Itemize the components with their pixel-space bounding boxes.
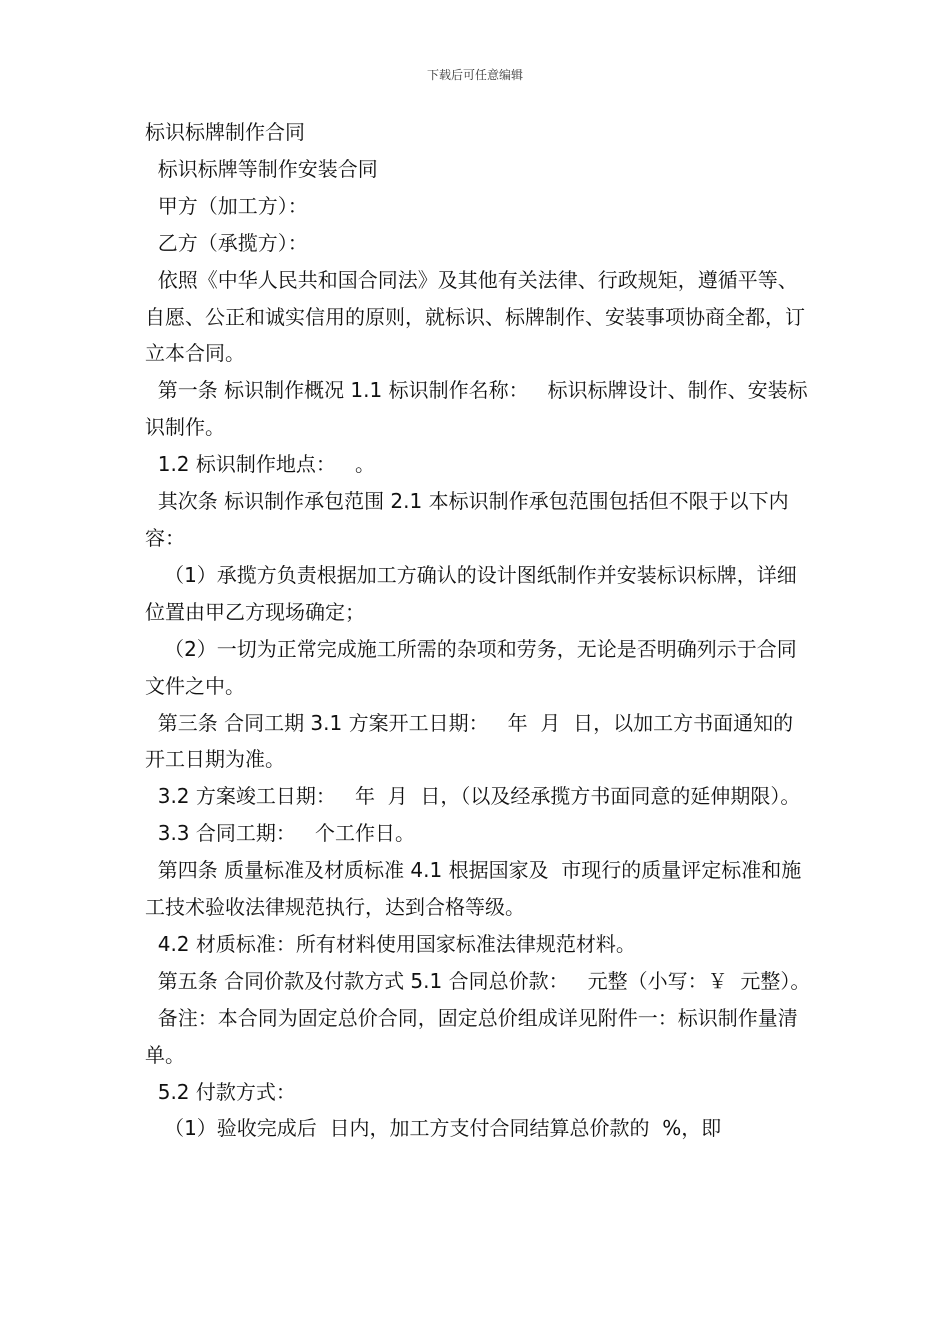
document-body	[145, 114, 813, 1147]
article-3-paragraph: 第三条 合同工期 3.1 方案开工日期： 年 月 日，以加工方书面通知的开工日期为准。	[145, 710, 794, 772]
document-title: 标识标牌制作合同	[145, 120, 305, 144]
clause-1-2-paragraph: 1.2 标识制作地点： 。	[145, 452, 375, 477]
remark-paragraph: 备注：本合同为固定总价合同，固定总价组成详见附件一：标识制作量清单。	[145, 1005, 798, 1067]
scope-item-1: （1）承揽方负责根据加工方确认的设计图纸制作并安装标识标牌，详细位置由甲乙方现场确定；	[145, 562, 797, 624]
page-header: 下载后可任意编辑	[426, 68, 523, 82]
scope-item-2: （2）一切为正常完成施工所需的杂项和劳务，无论是否明确列示于合同文件之中。	[145, 636, 797, 698]
party-a-line: 甲方（加工方）：	[145, 193, 308, 218]
article-2-paragraph: 其次条 标识制作承包范围 2.1 本标识制作承包范围包括但不限于以下内容：	[145, 489, 789, 550]
clause-4-2-paragraph: 4.2 材质标准：所有材料使用国家标准法律规范材料。	[145, 931, 636, 956]
clause-3-3-paragraph: 3.3 合同工期： 个工作日。	[145, 821, 415, 846]
article-4-paragraph: 第四条 质量标准及材质标准 4.1 根据国家及 市现行的质量评定标准和施工技术验收法律规范执行，达到合格等级。	[145, 858, 802, 920]
payment-item-1: （1）验收完成后 日内，加工方支付合同结算总价款的 %，即	[145, 1116, 722, 1141]
party-b-line: 乙方（承揽方）：	[145, 230, 308, 255]
clause-3-2-paragraph: 3.2 方案竣工日期： 年 月 日，（以及经承揽方书面同意的延伸期限）。	[145, 784, 801, 809]
article-1-paragraph: 第一条 标识制作概况 1.1 标识制作名称： 标识标牌设计、制作、安装标识制作。	[145, 378, 808, 440]
preamble-paragraph: 依照《中华人民共和国合同法》及其他有关法律、行政规矩，遵循平等、自愿、公正和诚实信用的原则，就标识、标牌制作、安装事项协商全都，订立本合同。	[145, 267, 805, 366]
article-5-paragraph: 第五条 合同价款及付款方式 5.1 合同总价款： 元整（小写：￥ 元整）。	[145, 968, 811, 993]
clause-5-2-paragraph: 5.2 付款方式：	[145, 1079, 296, 1104]
contract-subtitle: 标识标牌等制作安装合同	[145, 156, 378, 181]
